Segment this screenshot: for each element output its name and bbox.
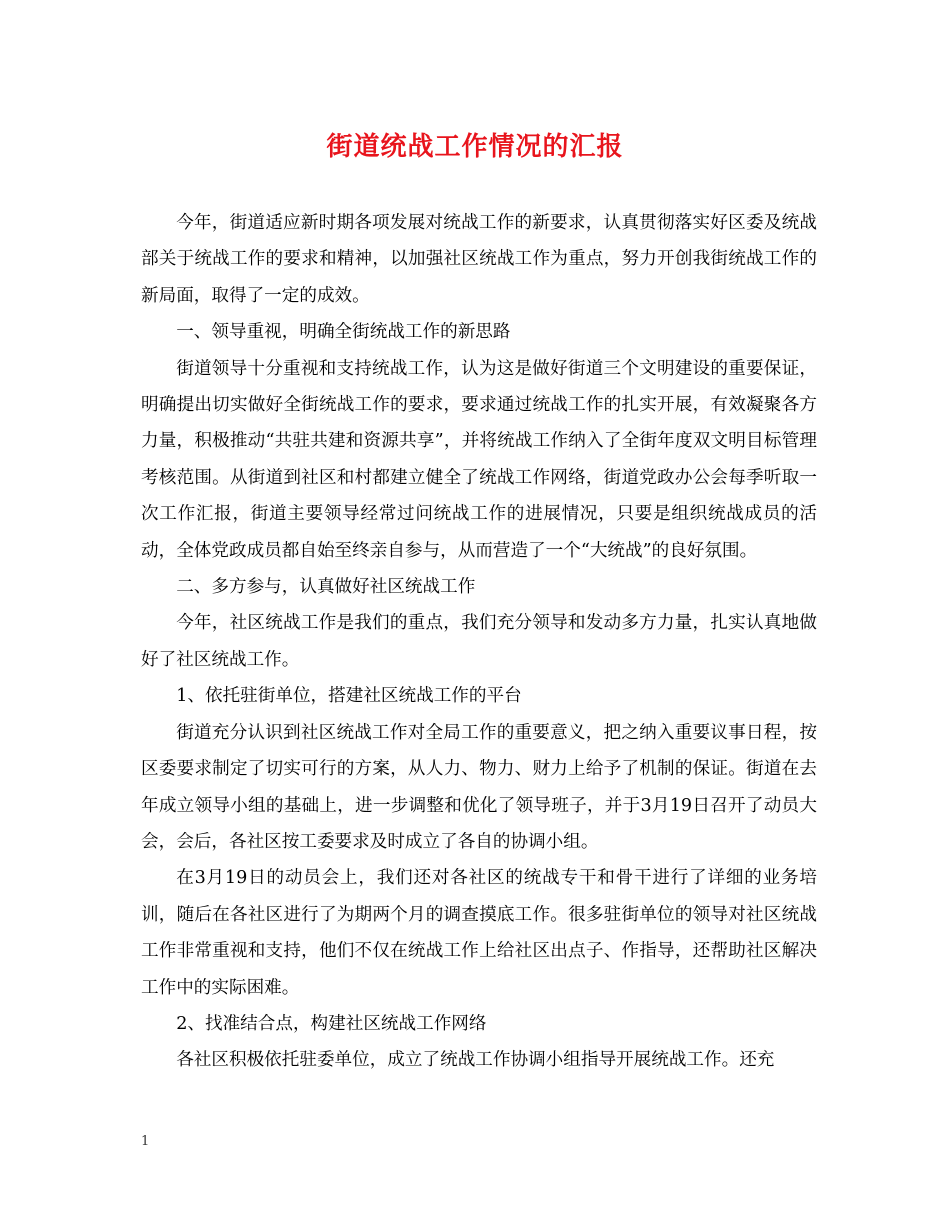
- section-2-paragraph: 今年，社区统战工作是我们的重点，我们充分领导和发动多方力量，扎实认真地做好了社区统战工作。: [141, 613, 817, 670]
- subsection-1-paragraph-1: 街道充分认识到社区统战工作对全局工作的重要意义，把之纳入重要议事日程，按区委要求制定了切实可行的方案，从人力、物力、财力上给予了机制的保证。街道在去年成立领导小组的基础上，进一步调整和优化了领导班子，并于3月19日召开了动员大会，会后，各社区按工委要求及时成立了各自的协调小组。: [141, 722, 817, 852]
- document-title: 街道统战工作情况的汇报: [326, 132, 624, 162]
- section-heading-1: 一、领导重视，明确全街统战工作的新思路: [176, 322, 511, 343]
- subsection-heading-1: 1、依托驻街单位，搭建社区统战工作的平台: [176, 686, 522, 707]
- section-heading-2: 二、多方参与，认真做好社区统战工作: [176, 577, 476, 598]
- subsection-heading-2: 2、找准结合点，构建社区统战工作网络: [176, 1013, 487, 1034]
- page-number: 1: [141, 1134, 150, 1149]
- subsection-2-paragraph-1: 各社区积极依托驻委单位，成立了统战工作协调小组指导开展统战工作。还充: [176, 1050, 775, 1071]
- section-1-paragraph: 街道领导十分重视和支持统战工作，认为这是做好街道三个文明建设的重要保证，明确提出切实做好全街统战工作的要求，要求通过统战工作的扎实开展，有效凝聚各方力量，积极推动“共驻共建和资源共享”，并将统战工作纳入了全街年度双文明目标管理考核范围。从街道到社区和村都建立健全了统战工作网络，街道党政办公会每季听取一次工作汇报，街道主要领导经常过问统战工作的进展情况，只要是组织统战成员的活动，全体党政成员都自始至终亲自参与，从而营造了一个“大统战”的良好氛围。: [141, 358, 817, 561]
- document-body: [141, 205, 817, 1079]
- intro-paragraph: 今年，街道适应新时期各项发展对统战工作的新要求，认真贯彻落实好区委及统战部关于统战工作的要求和精神，以加强社区统战工作为重点，努力开创我街统战工作的新局面，取得了一定的成效。: [141, 213, 817, 306]
- subsection-1-paragraph-2: 在3月19日的动员会上，我们还对各社区的统战专干和骨干进行了详细的业务培训，随后在各社区进行了为期两个月的调查摸底工作。很多驻街单位的领导对社区统战工作非常重视和支持，他们不仅在统战工作上给社区出点子、作指导，还帮助社区解决工作中的实际困难。: [141, 868, 817, 998]
